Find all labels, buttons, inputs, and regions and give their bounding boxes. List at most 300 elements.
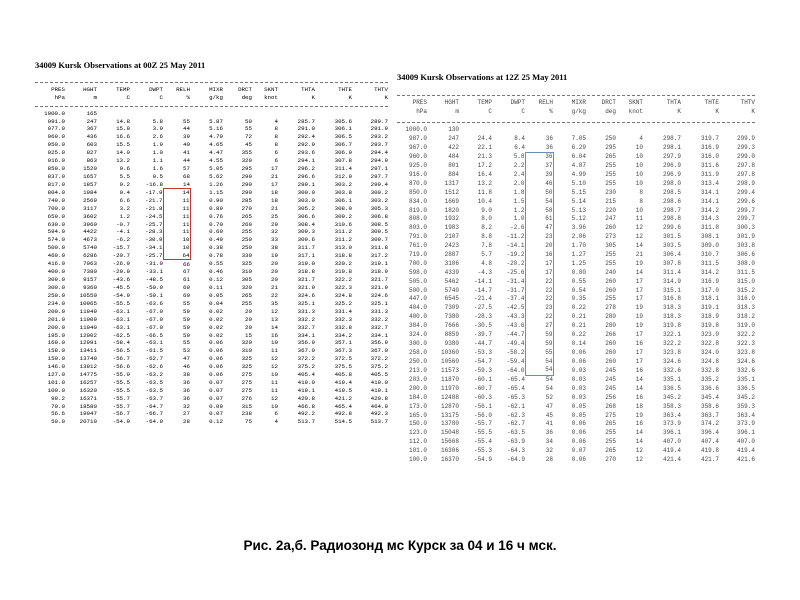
table-cell-dwpt: -65.3 [506, 393, 525, 401]
table-cell-relh: 68 [183, 172, 190, 180]
table-cell-thtv: 316.9 [736, 295, 755, 303]
table-cell-thtv: 306.8 [370, 212, 388, 220]
table-cell-pres: 250.0 [408, 357, 427, 365]
table-cell-mixr: 0.07 [209, 410, 223, 418]
table-cell-hght: 422 [448, 144, 459, 152]
table-cell-temp: -60.7 [473, 384, 492, 392]
table-cell-hght: 7666 [444, 322, 459, 330]
table-cell-relh: 59 [525, 331, 553, 340]
table-cell-sknt: 32 [271, 228, 278, 236]
table-cell-sknt: 11 [271, 378, 278, 386]
table-cell-pres: 158.0 [47, 347, 65, 355]
table-cell-thtv: 309.7 [370, 236, 388, 244]
table-cell-dwpt: -16.8 [145, 180, 163, 188]
table-cell-thte: 319.8 [700, 322, 719, 330]
table-cell-thta: 300.0 [297, 189, 315, 197]
table-cell-drct: 276 [241, 394, 252, 402]
column-header: HGHT [444, 99, 459, 107]
table-cell-dwpt [130, 110, 163, 118]
table-cell-drct: 75 [245, 418, 252, 426]
table-cell-thta: 332.2 [297, 315, 315, 323]
table-cell-hght: 1512 [444, 188, 459, 196]
table-cell-pres: 991.0 [47, 117, 65, 125]
table-row [397, 277, 755, 286]
table-cell-dwpt: -64.7 [145, 402, 163, 410]
column-unit: hPa [416, 108, 427, 116]
table-cell-mixr: 5.62 [209, 172, 223, 180]
table-cell-mixr: 0.09 [209, 402, 223, 410]
table-cell-temp: -55.7 [473, 420, 492, 428]
column-unit: K [348, 93, 352, 101]
table-cell-thte: 314.1 [700, 188, 719, 196]
table-row [35, 236, 388, 244]
table-cell-thta: 303.5 [662, 242, 681, 250]
table-cell-hght: 9380 [444, 339, 459, 347]
table-cell-sknt: 20 [271, 276, 278, 284]
table-cell-hght: 11909 [79, 315, 97, 323]
table-row [35, 284, 388, 292]
table-cell-thta: 306.4 [662, 250, 681, 258]
table-cell-mixr: 0.06 [571, 348, 586, 356]
table-cell-mixr: 4.55 [209, 156, 223, 164]
table-cell-drct: 250 [605, 134, 616, 142]
table-cell-dwpt: 2.6 [152, 133, 163, 141]
table-cell-drct: 250 [241, 244, 252, 252]
table-cell-sknt: 14 [635, 438, 643, 446]
table-cell-drct: 268 [605, 402, 616, 410]
table-cell-thte: 316.9 [700, 144, 719, 152]
table-cell-mixr: 0.38 [209, 244, 223, 252]
table-cell-thtv: 325.1 [370, 299, 388, 307]
table-row [35, 379, 388, 387]
table-cell-mixr: 1.70 [571, 242, 586, 250]
table-cell-temp: -4.3 [477, 268, 492, 276]
table-cell-thta: 322.2 [662, 339, 681, 347]
table-cell-relh: 40 [183, 141, 190, 149]
table-cell-mixr: 0.02 [209, 323, 223, 331]
table-cell-thta: 334.1 [297, 331, 315, 339]
table-cell-thta: 356.9 [297, 339, 315, 347]
table-cell-sknt: 17 [635, 330, 643, 338]
table-cell-relh: 47 [545, 402, 553, 410]
column-header: SKNT [628, 99, 643, 107]
table-cell-thta: 323.8 [662, 348, 681, 356]
table-cell-dwpt: 1.0 [152, 149, 163, 157]
table-cell-relh: 27 [183, 410, 190, 418]
table-cell-dwpt: 5.8 [152, 117, 163, 125]
table-cell-pres: 850.0 [47, 164, 65, 172]
table-cell-sknt: 25 [271, 212, 278, 220]
table-cell-relh: 32 [545, 447, 553, 455]
table-cell-hght: 247 [86, 117, 97, 125]
table-cell-thte: 316.0 [700, 153, 719, 161]
table-cell-thte: 309.0 [700, 242, 719, 250]
table-cell-sknt: 22 [271, 292, 278, 300]
table-cell-thtv: 298.9 [736, 179, 755, 187]
table-cell-thtv: 297.7 [370, 172, 388, 180]
table-row [35, 197, 388, 205]
table-cell-dwpt: -25.7 [145, 220, 163, 228]
table-row [35, 308, 388, 316]
table-cell-thtv: 317.2 [370, 252, 388, 260]
table-cell-hght: 1820 [444, 206, 459, 214]
table-cell-thta: 419.4 [662, 447, 681, 455]
table-cell-temp: -55.7 [112, 394, 130, 402]
table-cell-relh: 54 [525, 366, 553, 375]
table-cell-sknt: 21 [271, 284, 278, 292]
table-cell-temp: 9.4 [119, 189, 130, 197]
column-unit: m [455, 108, 459, 116]
table-cell-thta: 419.1 [297, 386, 315, 394]
table-cell-thta: 296.9 [662, 170, 681, 178]
table-cell-pres: 400.0 [47, 268, 65, 276]
table-cell-hght: 6545 [444, 295, 459, 303]
table-cell-mixr: 0.06 [571, 429, 586, 437]
observations-table [397, 90, 755, 464]
table-cell-pres: 500.0 [408, 286, 427, 294]
table-row [397, 206, 755, 215]
table-cell-mixr: 0.06 [209, 371, 223, 378]
table-cell-thta: 303.0 [297, 196, 315, 204]
table-row [397, 286, 755, 295]
table-cell-temp: 9.2 [119, 180, 130, 188]
table-cell-drct: 256 [605, 393, 616, 401]
table-cell-thtv: 372.2 [370, 355, 388, 363]
table-cell-thta: 308.4 [297, 220, 315, 228]
table-cell-mixr: 0.06 [571, 455, 586, 463]
table-cell-pres: 749.0 [47, 196, 65, 204]
table-cell-thtv: 297.8 [736, 170, 755, 178]
table-cell-thtv: 318.9 [370, 268, 388, 276]
table-row [35, 157, 388, 165]
table-row [397, 268, 755, 277]
table-cell-mixr: 0.03 [571, 384, 586, 392]
table-cell-thta: 322.1 [662, 330, 681, 338]
table-cell-temp: -29.9 [112, 268, 130, 276]
table-row [397, 393, 755, 402]
table-cell-temp: -53.3 [473, 348, 492, 356]
table-cell-thtv: 419.4 [736, 447, 755, 455]
table-cell-thtv: 332.2 [370, 315, 388, 323]
table-cell-hght: 3106 [444, 259, 459, 267]
table-cell-hght: 1983 [444, 224, 459, 232]
table-cell-mixr: 5.16 [209, 125, 223, 133]
table-cell-dwpt: -62.1 [506, 402, 525, 410]
table-cell-thte: 314.3 [700, 215, 719, 223]
table-cell-hght: 10550 [79, 292, 97, 300]
table-cell-thta: 492.2 [297, 410, 315, 418]
table-row [397, 375, 755, 384]
table-cell-relh: 11 [163, 221, 190, 229]
table-cell-thte: 322.2 [334, 276, 352, 284]
table-cell-thte: 306.5 [334, 133, 352, 141]
table-cell-hght: 11970 [440, 384, 459, 392]
table-cell-thte: 421.2 [334, 394, 352, 402]
table-cell-hght: 13740 [79, 355, 97, 363]
table-cell-dwpt: -63.5 [145, 378, 163, 386]
table-cell-mixr: 0.55 [209, 260, 223, 268]
table-cell-mixr: 3.96 [571, 224, 586, 232]
table-row [397, 215, 755, 224]
table-cell-thtv: 311.5 [736, 268, 755, 276]
table-cell-sknt: 17 [271, 164, 278, 172]
table-cell-temp: -26.9 [112, 260, 130, 268]
table-cell-thtv: 318.2 [736, 313, 755, 321]
table-cell-thta: 307.8 [662, 259, 681, 267]
table-cell-dwpt: -61.5 [145, 347, 163, 355]
table-cell-pres: 500.0 [47, 244, 65, 252]
table-cell-thtv: 299.7 [736, 215, 755, 223]
table-row [397, 447, 755, 456]
table-cell-sknt: 8 [274, 125, 278, 133]
table-cell-relh: 39 [183, 133, 190, 141]
table-cell-dwpt: -63.6 [145, 299, 163, 307]
table-cell-thte: 374.2 [700, 420, 719, 428]
table-cell-drct: 325 [241, 355, 252, 363]
table-cell-sknt: 14 [635, 268, 643, 276]
table-cell-thte: 331.4 [334, 307, 352, 315]
table-cell-relh: 60 [183, 292, 190, 300]
table-cell-temp: -54.9 [473, 455, 492, 463]
table-cell-hght: 12991 [79, 339, 97, 347]
table-cell-thta [278, 110, 315, 118]
column-header: TEMP [477, 99, 492, 107]
table-cell-relh: 50 [525, 188, 553, 197]
table-cell-thte: 308.0 [334, 204, 352, 212]
column-header: HGHT [83, 85, 97, 93]
table-row [35, 213, 388, 221]
table-cell-dwpt: -25.7 [145, 252, 163, 260]
table-cell-mixr: 0.05 [571, 402, 586, 410]
table-row [35, 221, 388, 229]
column-unit: g/kg [571, 108, 586, 116]
table-cell-hght: 10360 [440, 348, 459, 356]
table-cell-sknt [252, 110, 278, 118]
table-cell-mixr: 0.90 [209, 196, 223, 204]
table-cell-temp: -63.1 [112, 323, 130, 331]
table-cell-thte: 307.8 [334, 156, 352, 164]
table-cell-sknt: 8 [639, 188, 643, 196]
table-cell-mixr: 0.04 [209, 299, 223, 307]
table-row [35, 260, 388, 268]
column-header: THTA [666, 99, 681, 107]
table-cell-thte: 311.8 [700, 224, 719, 232]
table-cell-thtv: 464.9 [370, 402, 388, 410]
table-cell-pres: 761.0 [408, 242, 427, 250]
table-cell-hght: 12870 [440, 402, 459, 410]
table-cell-thte: 311.4 [334, 164, 352, 172]
table-cell-pres: 505.0 [408, 277, 427, 285]
table-cell-drct: 275 [241, 386, 252, 394]
table-cell-pres: 400.0 [408, 313, 427, 321]
table-cell-thtv: 318.3 [736, 304, 755, 312]
table-cell-hght: 2569 [83, 196, 97, 204]
table-cell-hght: 1984 [83, 189, 97, 197]
table-cell-relh: 59 [183, 323, 190, 331]
table-row [397, 259, 755, 268]
table-cell-dwpt: -63.2 [145, 371, 163, 378]
table-cell-mixr: 0.70 [209, 220, 223, 228]
table-cell-mixr: 4.65 [209, 141, 223, 149]
table-row [35, 141, 388, 149]
table-cell-relh: 61 [183, 276, 190, 284]
table-cell-dwpt: 1.2 [513, 206, 525, 214]
column-unit: deg [241, 93, 252, 101]
table-cell-dwpt: 0.5 [152, 172, 163, 180]
table-cell-mixr: 0.03 [571, 366, 586, 374]
table-cell-dwpt: -63.5 [145, 386, 163, 394]
table-cell-mixr: 0.07 [209, 386, 223, 394]
table-cell-pres: 150.0 [47, 355, 65, 363]
table-cell-mixr: 0.12 [209, 276, 223, 284]
table-cell-mixr: 7.05 [571, 134, 586, 142]
table-cell-hght: 13411 [79, 347, 97, 355]
table-row [397, 143, 755, 152]
table-cell-thta [643, 126, 681, 135]
table-cell-mixr: 6.04 [571, 153, 586, 161]
table-cell-sknt: 20 [271, 268, 278, 276]
table-cell-drct: 280 [605, 313, 616, 321]
table-cell-hght: 16370 [440, 455, 459, 463]
table-cell-sknt: 8 [274, 133, 278, 141]
table-cell-dwpt: -64.3 [506, 447, 525, 455]
table-row [35, 355, 388, 363]
table-cell-dwpt: -63.5 [506, 429, 525, 437]
table-row [397, 304, 755, 313]
table-cell-pres: 925.0 [408, 162, 427, 170]
table-cell-sknt: 12 [271, 307, 278, 315]
table-cell-sknt: 29 [271, 220, 278, 228]
table-cell-pres: 594.0 [47, 228, 65, 236]
table-cell-pres: 234.0 [47, 299, 65, 307]
table-cell-temp: -55.5 [112, 386, 130, 394]
table-cell-hght: 15668 [440, 438, 459, 446]
table-cell-pres: 300.0 [47, 284, 65, 292]
separator-row [397, 117, 755, 126]
table-row [35, 205, 388, 213]
table-cell-temp: -56.6 [112, 363, 130, 371]
table-cell-thta: 321.7 [297, 276, 315, 284]
table-cell-temp: 3.2 [119, 204, 130, 212]
table-cell-thtv: 319.1 [370, 260, 388, 268]
table-cell-relh: 38 [183, 371, 190, 378]
table-cell-thte: 324.8 [334, 292, 352, 300]
table-cell-relh: 11 [163, 205, 190, 213]
table-cell-thta: 298.8 [662, 215, 681, 223]
table-cell-drct: 275 [605, 411, 616, 419]
table-row [397, 153, 755, 162]
table-cell-dwpt: -28.3 [145, 228, 163, 236]
table-row [35, 125, 388, 133]
table-cell-thtv: 306.6 [736, 250, 755, 258]
table-cell-sknt: 12 [635, 455, 643, 463]
table-cell-thte: 318.8 [334, 252, 352, 260]
table-cell-thta: 301.5 [662, 233, 681, 241]
table-cell-thtv: 300.3 [736, 224, 755, 232]
table-cell-temp: 9.0 [481, 206, 492, 214]
table-row [35, 276, 388, 284]
sounding-panel-00z [35, 60, 390, 426]
table-cell-thte: 345.4 [700, 393, 719, 401]
table-cell-thtv: 299.4 [736, 188, 755, 196]
table-cell-sknt: 10 [635, 144, 643, 152]
table-cell-pres: 50.0 [51, 418, 65, 426]
table-cell-sknt: 19 [271, 252, 278, 260]
table-cell-hght: 4339 [444, 268, 459, 276]
table-cell-thta: 319.8 [662, 322, 681, 330]
table-cell-temp: -55.7 [112, 402, 130, 410]
table-cell-temp: -6.2 [116, 236, 130, 244]
table-cell-sknt: 14 [635, 242, 643, 250]
table-cell-thtv: 323.8 [736, 348, 755, 356]
table-cell-thte: 318.9 [700, 313, 719, 321]
table-cell-sknt: 4 [639, 134, 643, 142]
table-cell-thtv: 332.7 [370, 323, 388, 331]
table-cell-pres: 791.0 [408, 233, 427, 241]
table-cell-sknt: 17 [635, 286, 643, 294]
table-cell-pres: 850.0 [408, 188, 427, 196]
table-cell-mixr: 0.35 [571, 295, 586, 303]
column-header: DRCT [601, 99, 616, 107]
table-cell-relh: 10 [163, 244, 190, 252]
table-cell-pres: 324.0 [408, 330, 427, 338]
table-row [397, 339, 755, 348]
table-cell-temp: 4.8 [481, 259, 492, 267]
table-cell-thte: 319.7 [700, 134, 719, 142]
table-cell-dwpt: -59.1 [145, 292, 163, 300]
table-cell-temp: 11.8 [477, 188, 492, 196]
table-cell-drct: 305 [605, 242, 616, 250]
table-cell-relh: 27 [525, 322, 553, 331]
table-cell-dwpt: 8.4 [514, 134, 525, 142]
table-cell-pres: 960.0 [408, 153, 427, 161]
table-cell-thta: 407.0 [662, 438, 681, 446]
table-cell-relh: 47 [525, 224, 553, 233]
table-cell-drct: 290 [241, 180, 252, 188]
table-cell-mixr [553, 126, 586, 135]
table-cell-dwpt: -62.6 [145, 363, 163, 371]
table-cell-hght: 6286 [83, 252, 97, 260]
table-cell-relh: 55 [525, 348, 553, 357]
table-cell-sknt: 14 [635, 375, 643, 383]
table-cell-drct: 260 [605, 277, 616, 285]
table-cell-thtv: 293.7 [370, 141, 388, 149]
table-cell-dwpt: 1.1 [152, 156, 163, 164]
table-cell-pres: 916.0 [408, 170, 427, 178]
table-cell-dwpt: -43.6 [506, 322, 525, 330]
table-cell-thtv: 322.3 [736, 339, 755, 347]
column-header: THTA [301, 85, 315, 93]
table-cell-thte: 310.6 [334, 220, 352, 228]
table-cell-thtv: 311.8 [370, 244, 388, 252]
table-cell-mixr: 0.22 [571, 330, 586, 338]
table-cell-dwpt: -21.7 [145, 196, 163, 204]
table-row [397, 313, 755, 322]
table-cell-thte: 325.2 [334, 299, 352, 307]
table-cell-mixr: 1.15 [209, 189, 223, 197]
table-row [397, 402, 755, 411]
table-cell-dwpt: -62.3 [506, 411, 525, 419]
table-cell-thte: 314.2 [700, 268, 719, 276]
table-cell-pres: 200.0 [408, 384, 427, 392]
table-cell-thtv: 291.9 [370, 125, 388, 133]
table-row [397, 162, 755, 171]
table-cell-mixr: 5.13 [571, 206, 586, 214]
table-cell-sknt: 10 [271, 402, 278, 410]
table-cell-dwpt: -64.0 [506, 366, 525, 374]
table-cell-thta: 305.2 [297, 204, 315, 212]
table-cell-drct: 247 [605, 215, 616, 223]
